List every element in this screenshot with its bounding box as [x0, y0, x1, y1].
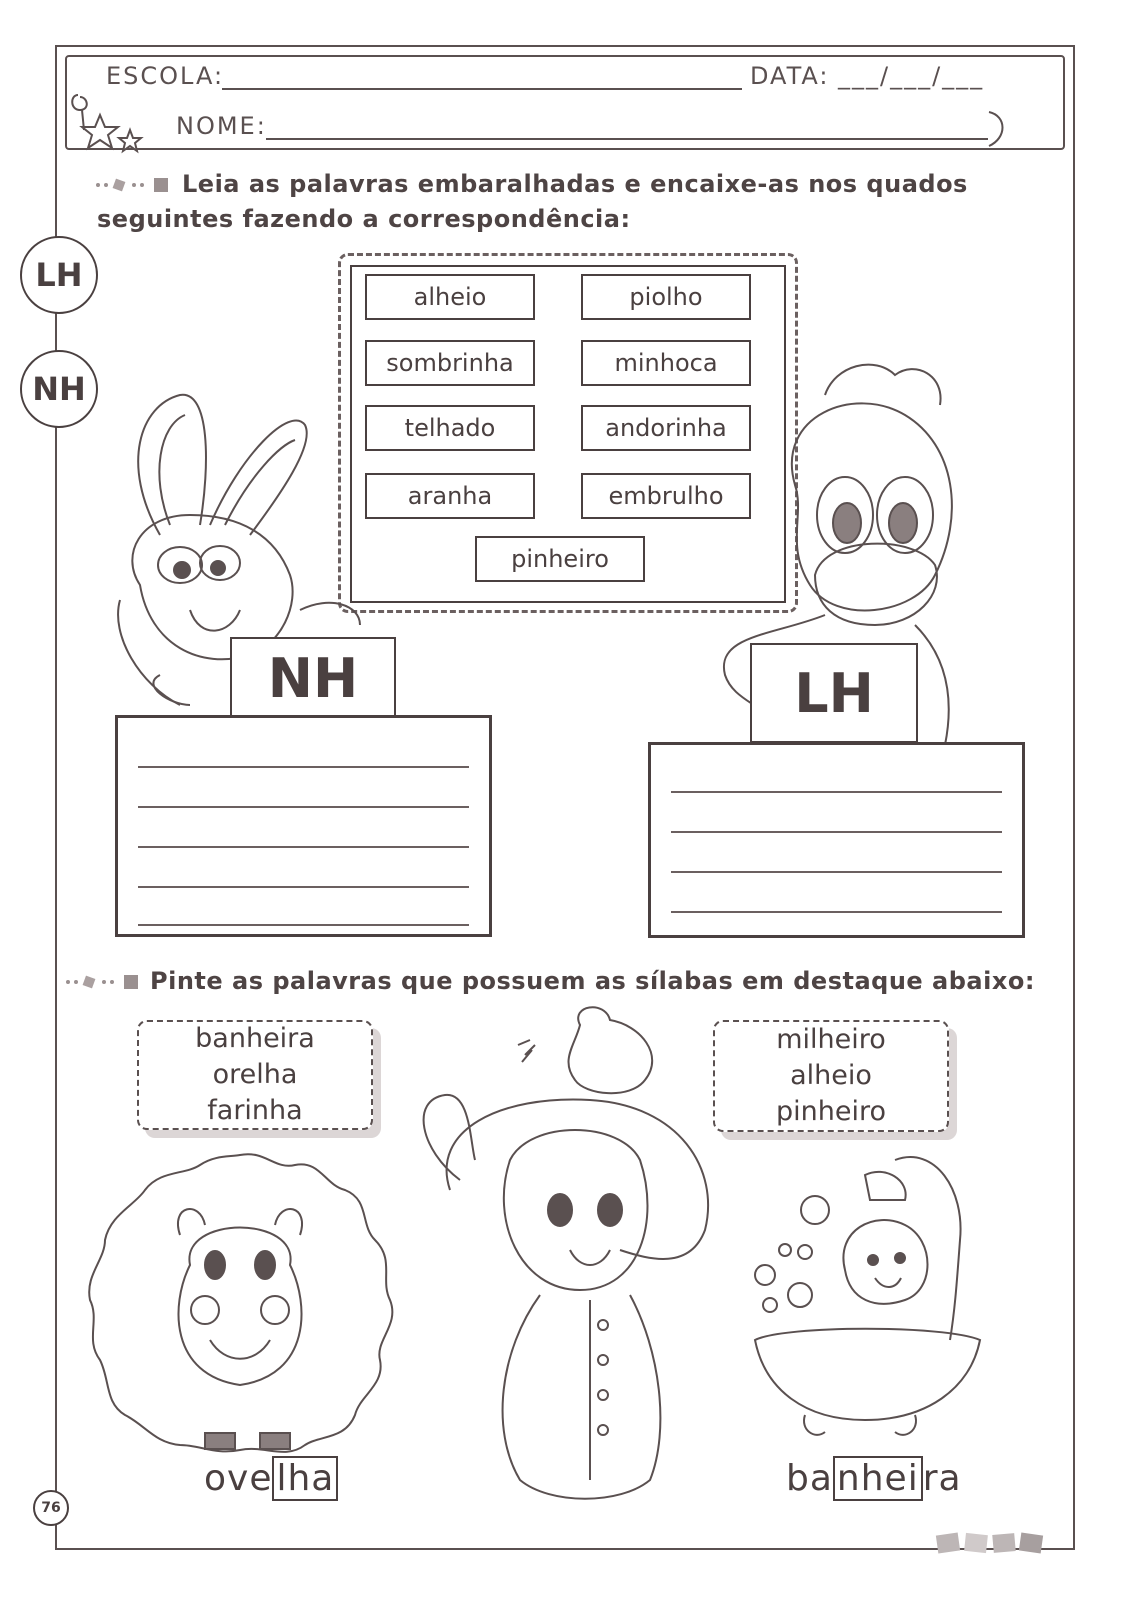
school-label: ESCOLA:	[106, 62, 225, 90]
caption-ovelha-prefix: ove	[204, 1458, 273, 1499]
word-banheira[interactable]: banheira	[195, 1023, 315, 1054]
answer-line[interactable]	[671, 791, 1002, 793]
girl-illustration	[390, 1000, 730, 1510]
word-orelha[interactable]: orelha	[212, 1059, 298, 1090]
answer-line[interactable]	[671, 871, 1002, 873]
word-pinheiro[interactable]: pinheiro	[775, 1096, 886, 1127]
bullet-icon	[92, 175, 176, 195]
bullet-icon	[62, 972, 146, 992]
word-box-alheio[interactable]: alheio	[365, 274, 535, 320]
answer-line[interactable]	[671, 831, 1002, 833]
word-box-sombrinha[interactable]: sombrinha	[365, 340, 535, 386]
answer-line[interactable]	[138, 806, 469, 808]
exercise2-instruction: Pinte as palavras que possuem as sílabas em destaque abaixo:	[150, 967, 1035, 995]
exercise1-instruction-line1: Leia as palavras embaralhadas e encaixe-as nos quados	[182, 170, 968, 198]
name-label: NOME:	[176, 112, 267, 140]
caption-banheira-suffix: ra	[922, 1458, 962, 1499]
card-lh: LH	[750, 643, 918, 743]
answer-box-nh[interactable]	[115, 715, 492, 937]
word-box-minhoca[interactable]: minhoca	[581, 340, 751, 386]
word-card-right	[713, 1020, 949, 1132]
answer-line[interactable]	[671, 911, 1002, 913]
answer-box-lh[interactable]	[648, 742, 1025, 938]
footer-logo-icon	[935, 1530, 1045, 1556]
word-box-andorinha[interactable]: andorinha	[581, 405, 751, 451]
word-card-left	[137, 1020, 373, 1130]
side-badge-nh: NH	[20, 350, 98, 428]
word-box-aranha[interactable]: aranha	[365, 473, 535, 519]
word-alheio[interactable]: alheio	[790, 1060, 872, 1091]
word-milheiro[interactable]: milheiro	[776, 1024, 886, 1055]
answer-line[interactable]	[138, 886, 469, 888]
word-box-embrulho[interactable]: embrulho	[581, 473, 751, 519]
school-field[interactable]	[222, 88, 742, 90]
name-field[interactable]	[266, 138, 988, 140]
word-box-piolho[interactable]: piolho	[581, 274, 751, 320]
answer-line[interactable]	[138, 766, 469, 768]
exercise1-instruction-line2: seguintes fazendo a correspondência:	[97, 205, 631, 233]
date-field[interactable]: ___/___/___	[838, 62, 985, 90]
caption-banheira-prefix: ba	[786, 1458, 833, 1499]
word-box-pinheiro[interactable]: pinheiro	[475, 536, 645, 582]
bathtub-illustration	[745, 1150, 995, 1450]
answer-line[interactable]	[138, 924, 469, 926]
date-label: DATA:	[750, 62, 830, 90]
answer-line[interactable]	[138, 846, 469, 848]
caption-ovelha	[204, 1456, 338, 1501]
sheep-illustration	[80, 1145, 400, 1465]
caption-banheira	[786, 1456, 962, 1501]
word-box-telhado[interactable]: telhado	[365, 405, 535, 451]
card-nh: NH	[230, 637, 396, 719]
syllable-highlight-nhei: nhei	[833, 1456, 923, 1501]
page-curl-icon	[985, 110, 1015, 150]
page-number: 76	[33, 1490, 69, 1526]
word-farinha[interactable]: farinha	[207, 1095, 303, 1126]
side-badge-lh: LH	[20, 236, 98, 314]
star-clip-icon	[60, 85, 150, 165]
syllable-highlight-lha: lha	[272, 1456, 338, 1501]
